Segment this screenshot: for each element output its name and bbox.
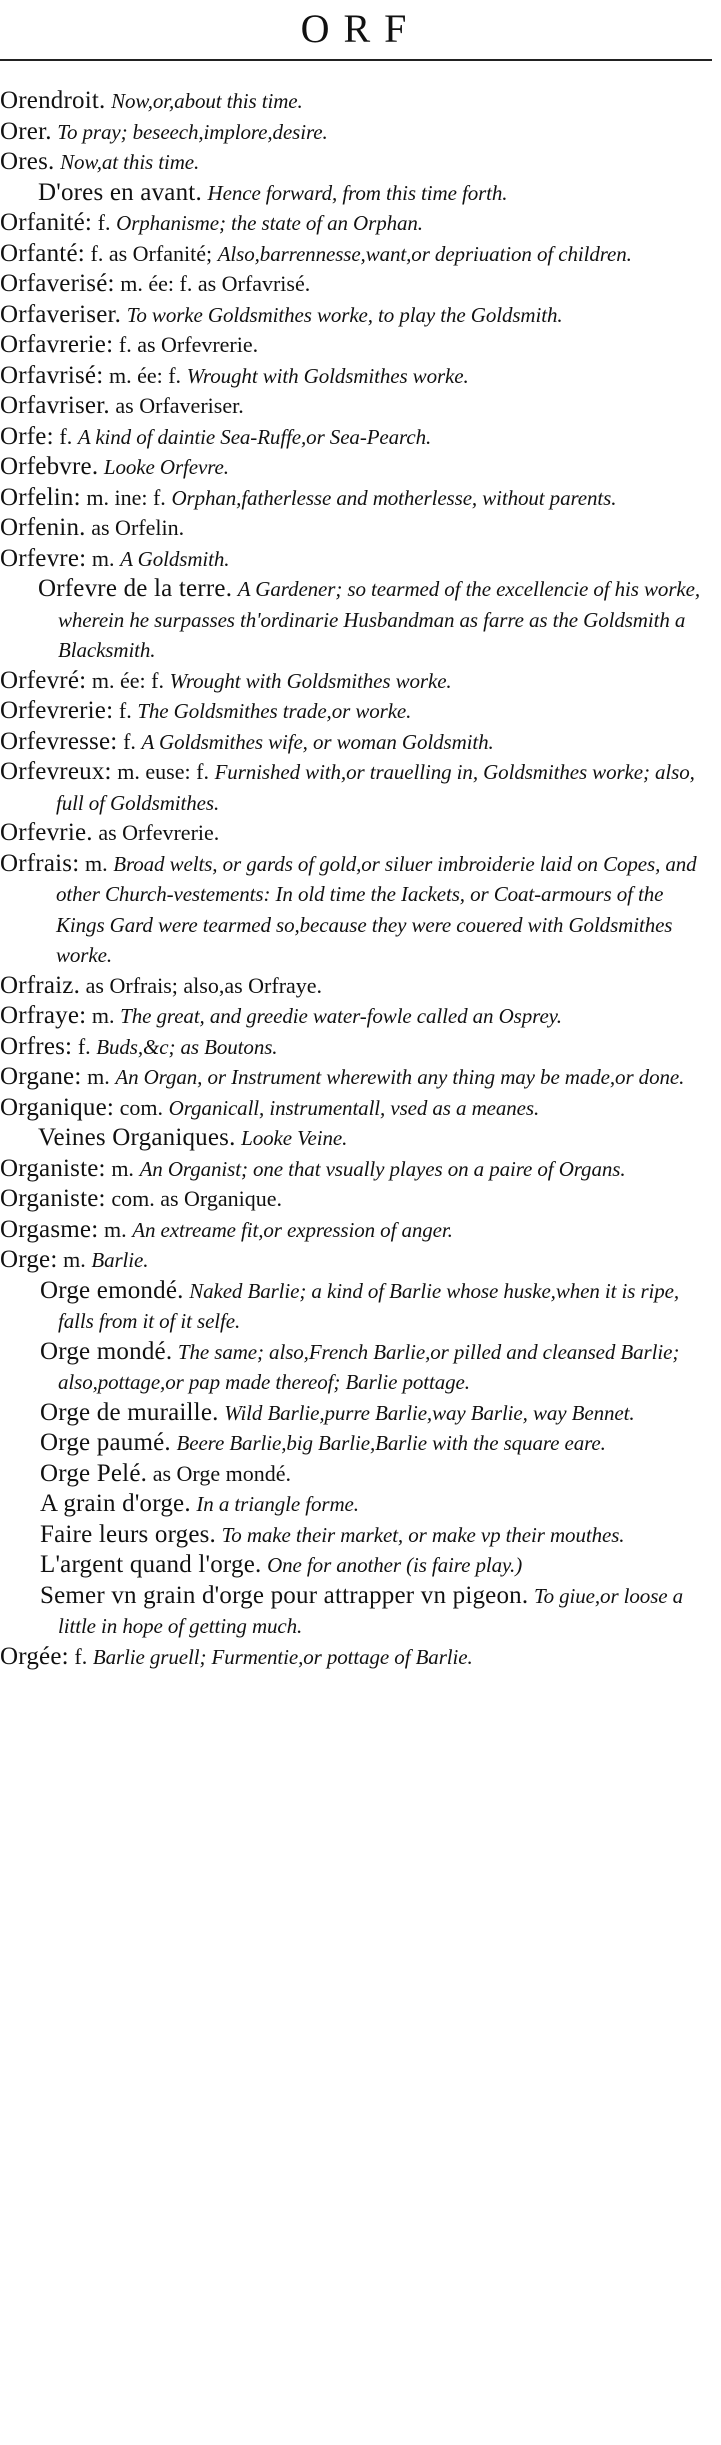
dictionary-entry	[0, 1215, 712, 1246]
english-gloss: To worke Goldsmithes worke, to play the Goldsmith.	[126, 302, 563, 327]
english-gloss: A Gardener; so tearmed of the excellencie of his worke, wherein he surpasses th'ordinarie Husbandman as farre as the Goldsmith a Blacksmith.	[58, 577, 700, 662]
headword: Orfelin:	[0, 483, 81, 511]
english-gloss: Broad welts, or gards of gold,or siluer imbroiderie laid on Copes, and other Church-vestements: In old time the Iackets, or Coat-armours of the Kings Gard were tearmed so,because they were couered with Goldsmithes worke.	[56, 851, 697, 967]
dictionary-entry	[0, 422, 712, 453]
dictionary-entry	[0, 1001, 712, 1032]
english-gloss: To pray; beseech,implore,desire.	[57, 119, 328, 144]
grammar-note: f.	[118, 698, 132, 723]
dictionary-entry	[0, 1276, 712, 1337]
english-gloss: A Goldsmithes wife, or woman Goldsmith.	[141, 729, 494, 754]
grammar-note: as Orfelin.	[91, 515, 185, 540]
page-header	[0, 2, 721, 56]
headword: L'argent quand l'orge.	[40, 1551, 262, 1578]
dictionary-entry	[0, 757, 712, 818]
headword: Orfanté:	[0, 239, 85, 267]
headword: Organe:	[0, 1063, 82, 1090]
dictionary-entry	[0, 117, 712, 148]
headword: Orendroit.	[0, 87, 106, 114]
headword: Orge paumé.	[40, 1429, 171, 1456]
grammar-note: com. as Organique.	[111, 1186, 282, 1211]
headword: Orge emondé.	[40, 1276, 184, 1304]
headword: Semer vn grain d'orge pour attrapper vn pigeon.	[40, 1581, 529, 1609]
grammar-note: as Orfrais; also,as Orfraye.	[85, 972, 323, 998]
dictionary-entry	[0, 1520, 712, 1551]
english-gloss: Furnished with,or trauelling in, Goldsmithes worke; also, full of Goldsmithes.	[56, 760, 695, 815]
english-gloss: Beere Barlie,big Barlie,Barlie with the square eare.	[176, 1431, 606, 1455]
dictionary-entry	[0, 1123, 712, 1154]
grammar-note: f.	[74, 1643, 88, 1669]
headword: Veines Organiques.	[38, 1124, 236, 1151]
headword: Orfevreux:	[0, 758, 112, 785]
dictionary-entry	[0, 1337, 712, 1398]
headword: Orge mondé.	[40, 1337, 173, 1365]
dictionary-entry	[0, 330, 712, 361]
headword: Orfraiz.	[0, 971, 81, 999]
dictionary-entry	[0, 1642, 712, 1673]
headword: Ores.	[0, 148, 55, 175]
dictionary-entry	[0, 544, 712, 575]
headword: Orfavriser.	[0, 392, 110, 419]
english-gloss: In a triangle forme.	[196, 1492, 359, 1516]
english-gloss: One for another (is faire play.)	[267, 1553, 523, 1577]
english-gloss: Orphan,fatherlesse and motherlesse, without parents.	[171, 485, 617, 510]
grammar-note: m.	[87, 1064, 110, 1089]
grammar-note: m.	[91, 545, 115, 571]
dictionary-entry	[0, 1245, 712, 1276]
headword: Orfebvre.	[0, 453, 99, 480]
headword: Orfevrie.	[0, 819, 93, 846]
english-gloss: An Organ, or Instrument wherewith any thing may be made,or done.	[115, 1065, 685, 1089]
english-gloss: The Goldsmithes trade,or worke.	[137, 699, 412, 723]
dictionary-entry	[0, 1398, 712, 1429]
dictionary-entry	[0, 696, 712, 727]
english-gloss: An Organist; one that vsually playes on a paire of Organs.	[139, 1156, 626, 1181]
dictionary-entry	[0, 269, 712, 300]
grammar-note: m. ée: f. as Orfavrisé.	[120, 271, 311, 296]
english-gloss: The same; also,French Barlie,or pilled and cleansed Barlie; also,pottage,or pap made thereof; Barlie pottage.	[58, 1339, 680, 1394]
english-gloss: Barlie.	[91, 1248, 149, 1272]
headword: Orfaverisé:	[0, 270, 115, 297]
headword: Organiste:	[0, 1154, 106, 1182]
headword: Orge Pelé.	[40, 1459, 148, 1487]
grammar-note: m. ée: f.	[91, 667, 164, 693]
dictionary-entry	[0, 849, 712, 971]
grammar-note: m. ine: f.	[86, 484, 166, 510]
grammar-note: f.	[77, 1033, 91, 1059]
headword: Orfavrerie:	[0, 331, 114, 358]
headword: Orfevresse:	[0, 727, 118, 755]
headword: Orfrais:	[0, 849, 80, 877]
dictionary-entry	[0, 208, 712, 239]
grammar-note: f. as Orfevrerie.	[118, 332, 259, 357]
headword: Orfraye:	[0, 1002, 87, 1029]
dictionary-entry	[0, 1154, 712, 1185]
grammar-note: f.	[97, 210, 111, 235]
dictionary-entry	[0, 391, 712, 422]
headword: Orfenin.	[0, 514, 86, 541]
headword: Orfaveriser.	[0, 300, 122, 328]
grammar-note: m.	[103, 1216, 127, 1242]
dictionary-entry	[0, 574, 712, 666]
english-gloss: A kind of daintie Sea-Ruffe,or Sea-Pearch.	[77, 424, 432, 449]
headword: Orfe:	[0, 422, 54, 450]
headword: Faire leurs orges.	[40, 1520, 217, 1548]
headword: Orgasme:	[0, 1215, 99, 1243]
header-rule	[0, 59, 712, 61]
grammar-note: m. ée: f.	[108, 362, 182, 388]
grammar-note: f. as Orfanité;	[90, 240, 213, 266]
dictionary-entry	[0, 300, 712, 331]
dictionary-entry	[0, 239, 712, 270]
grammar-note: m.	[111, 1155, 134, 1181]
headword: Orfevre de la terre.	[38, 575, 233, 602]
english-gloss: Hence forward, from this time forth.	[207, 180, 508, 205]
english-gloss: Now,at this time.	[60, 150, 200, 174]
headword: Orfevre:	[0, 544, 87, 572]
dictionary-entry	[0, 1459, 712, 1490]
english-gloss: To make their market, or make vp their mouthes.	[221, 1522, 625, 1547]
grammar-note: m.	[63, 1247, 86, 1272]
english-gloss: Barlie gruell; Furmentie,or pottage of Barlie.	[92, 1644, 473, 1669]
dictionary-entry	[0, 86, 712, 117]
english-gloss: Organicall, instrumentall, vsed as a meanes.	[168, 1095, 540, 1120]
headword: Orfavrisé:	[0, 361, 104, 389]
english-gloss: Wrought with Goldsmithes worke.	[169, 668, 452, 693]
english-gloss: An extreame fit,or expression of anger.	[132, 1217, 453, 1242]
headword: Orge:	[0, 1246, 58, 1273]
dictionary-entry	[0, 1581, 712, 1642]
dictionary-entry	[0, 1184, 712, 1215]
english-gloss: Buds,&c; as Boutons.	[96, 1034, 278, 1059]
english-gloss: A Goldsmith.	[120, 546, 230, 571]
headword: Orfevré:	[0, 666, 87, 694]
dictionary-entry	[0, 1093, 712, 1124]
english-gloss: Orphanisme; the state of an Orphan.	[116, 211, 423, 235]
headword: Orfevrerie:	[0, 697, 114, 724]
running-head: ORF	[300, 6, 421, 51]
english-gloss: Naked Barlie; a kind of Barlie whose huske,when it is ripe, falls from it of it selfe.	[58, 1278, 680, 1333]
headword: Organiste:	[0, 1185, 106, 1212]
headword: Orfres:	[0, 1032, 73, 1060]
dictionary-entry	[0, 666, 712, 697]
grammar-note: f.	[59, 423, 73, 449]
english-gloss: Wrought with Goldsmithes worke.	[186, 363, 469, 388]
dictionary-entry	[0, 361, 712, 392]
english-gloss: The great, and greedie water-fowle called an Osprey.	[120, 1004, 562, 1028]
headword: D'ores en avant.	[38, 178, 202, 206]
dictionary-entry	[0, 818, 712, 849]
dictionary-entry	[0, 1489, 712, 1520]
grammar-note: f.	[123, 728, 136, 754]
headword: Orer.	[0, 117, 52, 145]
grammar-note: as Orfaveriser.	[115, 393, 244, 418]
grammar-note: m.	[84, 850, 108, 876]
english-gloss: Looke Veine.	[241, 1126, 348, 1150]
headword: Orfanité:	[0, 209, 93, 236]
dictionary-entry	[0, 1550, 712, 1581]
english-gloss: Looke Orfevre.	[103, 455, 229, 479]
headword: A grain d'orge.	[40, 1490, 191, 1517]
dictionary-column	[0, 86, 712, 1672]
dictionary-entry	[0, 1032, 712, 1063]
grammar-note: m.	[91, 1003, 115, 1028]
dictionary-entry	[0, 1428, 712, 1459]
dictionary-entry	[0, 147, 712, 178]
grammar-note: as Orfevrerie.	[98, 820, 220, 845]
english-gloss: Wild Barlie,purre Barlie,way Barlie, way Bennet.	[224, 1400, 635, 1425]
dictionary-entry	[0, 178, 712, 209]
headword: Orge de muraille.	[40, 1398, 219, 1426]
english-gloss: To giue,or loose a little in hope of getting much.	[58, 1583, 684, 1638]
grammar-note: m. euse: f.	[117, 759, 209, 784]
english-gloss: Also,barrennesse,want,or depriuation of children.	[217, 241, 632, 266]
grammar-note: as Orge mondé.	[152, 1460, 291, 1486]
dictionary-entry	[0, 452, 712, 483]
dictionary-entry	[0, 483, 712, 514]
headword: Organique:	[0, 1093, 115, 1121]
grammar-note: com.	[119, 1094, 164, 1120]
dictionary-entry	[0, 1062, 712, 1093]
dictionary-entry	[0, 971, 712, 1002]
headword: Orgée:	[0, 1642, 69, 1670]
dictionary-entry	[0, 727, 712, 758]
dictionary-entry	[0, 513, 712, 544]
english-gloss: Now,or,about this time.	[111, 89, 303, 113]
